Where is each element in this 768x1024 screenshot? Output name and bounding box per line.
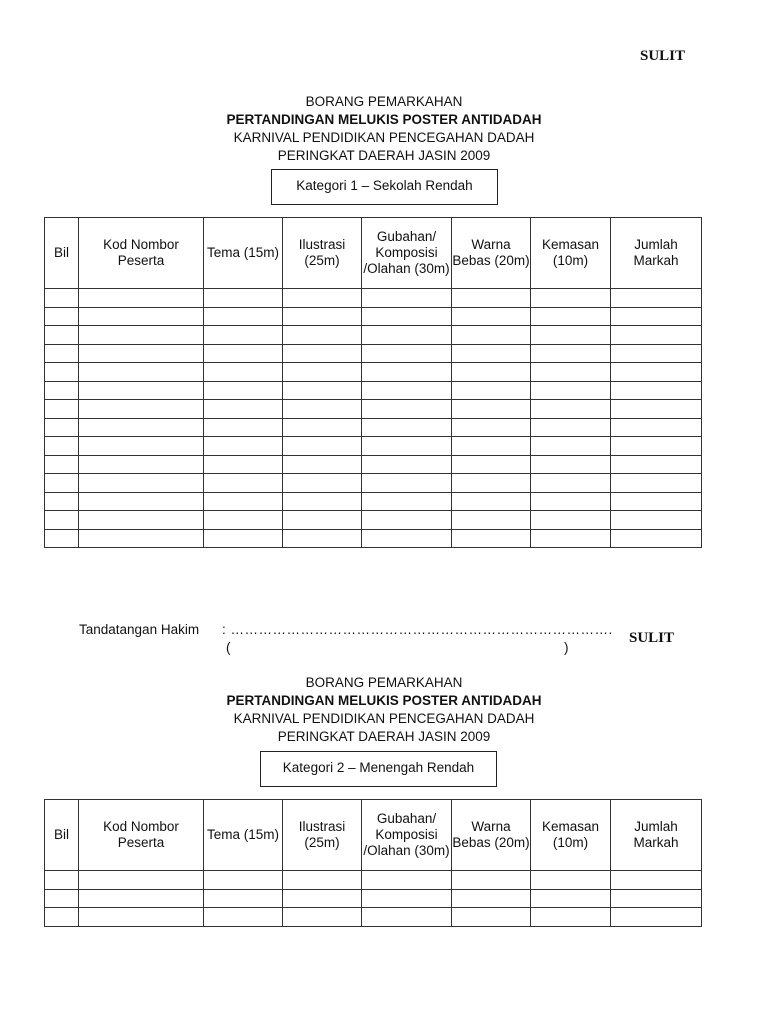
cell-bil[interactable] [45, 871, 79, 890]
cell-tema[interactable] [204, 418, 283, 437]
cell-kod-nombor[interactable] [79, 363, 204, 382]
cell-jumlah[interactable] [611, 307, 702, 326]
cell-kemasan[interactable] [531, 289, 611, 308]
cell-jumlah[interactable] [611, 344, 702, 363]
cell-kemasan[interactable] [531, 908, 611, 927]
cell-ilustrasi[interactable] [283, 474, 362, 493]
cell-warna[interactable] [452, 492, 531, 511]
cell-ilustrasi[interactable] [283, 344, 362, 363]
cell-bil[interactable] [45, 511, 79, 530]
form-heading-2 [0, 674, 768, 746]
cell-kod-nombor[interactable] [79, 871, 204, 890]
cell-gubahan[interactable] [362, 474, 452, 493]
table-header-row [45, 800, 702, 871]
cell-bil[interactable] [45, 344, 79, 363]
col-jumlah: Jumlah Markah [611, 218, 702, 289]
cell-kod-nombor[interactable] [79, 529, 204, 548]
cell-kemasan[interactable] [531, 889, 611, 908]
judge-name-close-paren: ) [564, 640, 569, 655]
cell-bil[interactable] [45, 437, 79, 456]
cell-kod-nombor[interactable] [79, 511, 204, 530]
table-row [45, 474, 702, 493]
cell-ilustrasi[interactable] [283, 437, 362, 456]
cell-warna[interactable] [452, 455, 531, 474]
score-table-1 [44, 217, 702, 548]
cell-bil[interactable] [45, 529, 79, 548]
cell-gubahan[interactable] [362, 511, 452, 530]
cell-warna[interactable] [452, 908, 531, 927]
cell-ilustrasi[interactable] [283, 889, 362, 908]
cell-tema[interactable] [204, 437, 283, 456]
cell-jumlah[interactable] [611, 908, 702, 927]
cell-tema[interactable] [204, 307, 283, 326]
cell-jumlah[interactable] [611, 326, 702, 345]
table-row [45, 307, 702, 326]
cell-bil[interactable] [45, 455, 79, 474]
table-row [45, 511, 702, 530]
cell-kemasan[interactable] [531, 455, 611, 474]
table-row [45, 381, 702, 400]
cell-tema[interactable] [204, 492, 283, 511]
cell-warna[interactable] [452, 289, 531, 308]
form-title: BORANG PEMARKAHAN [305, 94, 463, 109]
col-kod-nombor: Kod Nombor Peserta [79, 800, 204, 871]
cell-kod-nombor[interactable] [79, 455, 204, 474]
cell-gubahan[interactable] [362, 529, 452, 548]
cell-kod-nombor[interactable] [79, 474, 204, 493]
cell-kemasan[interactable] [531, 511, 611, 530]
cell-jumlah[interactable] [611, 363, 702, 382]
table-row [45, 908, 702, 927]
cell-gubahan[interactable] [362, 437, 452, 456]
cell-warna[interactable] [452, 529, 531, 548]
col-jumlah: Jumlah Markah [611, 800, 702, 871]
cell-gubahan[interactable] [362, 889, 452, 908]
cell-kemasan[interactable] [531, 400, 611, 419]
cell-kemasan[interactable] [531, 871, 611, 890]
cell-gubahan[interactable] [362, 871, 452, 890]
cell-kemasan[interactable] [531, 418, 611, 437]
category-box-2: Kategori 2 – Menengah Rendah [260, 751, 497, 787]
table-row [45, 529, 702, 548]
cell-kod-nombor[interactable] [79, 492, 204, 511]
col-kemasan: Kemasan (10m) [531, 218, 611, 289]
col-ilustrasi: Ilustrasi (25m) [283, 218, 362, 289]
score-rows-1 [45, 289, 702, 548]
col-tema: Tema (15m) [204, 800, 283, 871]
cell-jumlah[interactable] [611, 889, 702, 908]
cell-tema[interactable] [204, 871, 283, 890]
sulit-label: SULIT [640, 48, 686, 64]
cell-bil[interactable] [45, 400, 79, 419]
cell-kod-nombor[interactable] [79, 344, 204, 363]
cell-gubahan[interactable] [362, 326, 452, 345]
cell-kemasan[interactable] [531, 326, 611, 345]
cell-ilustrasi[interactable] [283, 418, 362, 437]
cell-kod-nombor[interactable] [79, 889, 204, 908]
judge-signature-line[interactable]: : ………………………………………………………………………. [222, 622, 613, 637]
cell-gubahan[interactable] [362, 418, 452, 437]
cell-kod-nombor[interactable] [79, 418, 204, 437]
cell-warna[interactable] [452, 400, 531, 419]
cell-warna[interactable] [452, 871, 531, 890]
cell-jumlah[interactable] [611, 400, 702, 419]
cell-ilustrasi[interactable] [283, 492, 362, 511]
col-bil: Bil [45, 800, 79, 871]
table-row [45, 326, 702, 345]
table-row [45, 455, 702, 474]
cell-jumlah[interactable] [611, 418, 702, 437]
category-box-1: Kategori 1 – Sekolah Rendah [271, 169, 498, 205]
table-row [45, 418, 702, 437]
cell-bil[interactable] [45, 474, 79, 493]
cell-kemasan[interactable] [531, 363, 611, 382]
cell-warna[interactable] [452, 326, 531, 345]
cell-ilustrasi[interactable] [283, 381, 362, 400]
col-tema: Tema (15m) [204, 218, 283, 289]
col-ilustrasi: Ilustrasi (25m) [283, 800, 362, 871]
table-row [45, 400, 702, 419]
form-level: PERINGKAT DAERAH JASIN 2009 [277, 148, 491, 163]
cell-ilustrasi[interactable] [283, 289, 362, 308]
cell-gubahan[interactable] [362, 492, 452, 511]
cell-bil[interactable] [45, 908, 79, 927]
cell-kod-nombor[interactable] [79, 289, 204, 308]
cell-kemasan[interactable] [531, 344, 611, 363]
cell-kemasan[interactable] [531, 529, 611, 548]
cell-gubahan[interactable] [362, 400, 452, 419]
cell-tema[interactable] [204, 511, 283, 530]
cell-kemasan[interactable] [531, 307, 611, 326]
table-row [45, 289, 702, 308]
cell-ilustrasi[interactable] [283, 908, 362, 927]
form-event-2: KARNIVAL PENDIDIKAN PENCEGAHAN DADAH [233, 711, 535, 726]
cell-kod-nombor[interactable] [79, 326, 204, 345]
cell-warna[interactable] [452, 344, 531, 363]
cell-warna[interactable] [452, 511, 531, 530]
cell-tema[interactable] [204, 529, 283, 548]
table-row [45, 889, 702, 908]
col-gubahan: Gubahan/ Komposisi /Olahan (30m) [362, 800, 452, 871]
cell-warna[interactable] [452, 889, 531, 908]
cell-gubahan[interactable] [362, 381, 452, 400]
cell-gubahan[interactable] [362, 363, 452, 382]
cell-bil[interactable] [45, 363, 79, 382]
table-row [45, 437, 702, 456]
cell-jumlah[interactable] [611, 529, 702, 548]
cell-tema[interactable] [204, 889, 283, 908]
cell-warna[interactable] [452, 363, 531, 382]
cell-kod-nombor[interactable] [79, 437, 204, 456]
cell-bil[interactable] [45, 418, 79, 437]
cell-warna[interactable] [452, 474, 531, 493]
cell-warna[interactable] [452, 381, 531, 400]
cell-tema[interactable] [204, 908, 283, 927]
cell-tema[interactable] [204, 326, 283, 345]
cell-tema[interactable] [204, 474, 283, 493]
cell-tema[interactable] [204, 381, 283, 400]
cell-jumlah[interactable] [611, 455, 702, 474]
score-rows-2 [45, 871, 702, 927]
col-bil: Bil [45, 218, 79, 289]
col-warna: Warna Bebas (20m) [452, 218, 531, 289]
judge-name-open-paren: ( [226, 640, 231, 655]
cell-jumlah[interactable] [611, 437, 702, 456]
col-kod-nombor: Kod Nombor Peserta [79, 218, 204, 289]
score-table-2 [44, 799, 702, 927]
cell-gubahan[interactable] [362, 344, 452, 363]
form-event: KARNIVAL PENDIDIKAN PENCEGAHAN DADAH [233, 130, 535, 145]
cell-jumlah[interactable] [611, 492, 702, 511]
cell-jumlah[interactable] [611, 474, 702, 493]
col-warna: Warna Bebas (20m) [452, 800, 531, 871]
table-row [45, 871, 702, 890]
cell-kod-nombor[interactable] [79, 381, 204, 400]
cell-warna[interactable] [452, 437, 531, 456]
form-heading-1 [0, 93, 768, 165]
cell-kemasan[interactable] [531, 381, 611, 400]
col-kemasan: Kemasan (10m) [531, 800, 611, 871]
cell-tema[interactable] [204, 400, 283, 419]
cell-bil[interactable] [45, 492, 79, 511]
cell-jumlah[interactable] [611, 381, 702, 400]
cell-kemasan[interactable] [531, 474, 611, 493]
form-subtitle-2: PERTANDINGAN MELUKIS POSTER ANTIDADAH [226, 693, 542, 708]
cell-gubahan[interactable] [362, 289, 452, 308]
cell-jumlah[interactable] [611, 289, 702, 308]
cell-kemasan[interactable] [531, 437, 611, 456]
table-row [45, 363, 702, 382]
cell-ilustrasi[interactable] [283, 400, 362, 419]
cell-tema[interactable] [204, 344, 283, 363]
cell-kod-nombor[interactable] [79, 307, 204, 326]
cell-bil[interactable] [45, 381, 79, 400]
cell-bil[interactable] [45, 289, 79, 308]
col-gubahan: Gubahan/ Komposisi /Olahan (30m) [362, 218, 452, 289]
judge-signature-label: Tandatangan Hakim [79, 622, 200, 637]
cell-bil[interactable] [45, 307, 79, 326]
cell-bil[interactable] [45, 889, 79, 908]
cell-kod-nombor[interactable] [79, 908, 204, 927]
cell-ilustrasi[interactable] [283, 307, 362, 326]
cell-tema[interactable] [204, 289, 283, 308]
cell-ilustrasi[interactable] [283, 871, 362, 890]
cell-warna[interactable] [452, 418, 531, 437]
sulit-label-2: SULIT [629, 630, 675, 646]
cell-ilustrasi[interactable] [283, 363, 362, 382]
cell-gubahan[interactable] [362, 307, 452, 326]
cell-jumlah[interactable] [611, 511, 702, 530]
cell-bil[interactable] [45, 326, 79, 345]
form-title-2: BORANG PEMARKAHAN [305, 675, 463, 690]
form-subtitle: PERTANDINGAN MELUKIS POSTER ANTIDADAH [226, 112, 542, 127]
table-row [45, 344, 702, 363]
cell-tema[interactable] [204, 363, 283, 382]
cell-ilustrasi[interactable] [283, 529, 362, 548]
cell-ilustrasi[interactable] [283, 455, 362, 474]
form-level-2: PERINGKAT DAERAH JASIN 2009 [277, 729, 491, 744]
cell-ilustrasi[interactable] [283, 326, 362, 345]
cell-gubahan[interactable] [362, 908, 452, 927]
table-header-row [45, 218, 702, 289]
cell-gubahan[interactable] [362, 455, 452, 474]
cell-warna[interactable] [452, 307, 531, 326]
cell-ilustrasi[interactable] [283, 511, 362, 530]
cell-jumlah[interactable] [611, 871, 702, 890]
table-row [45, 492, 702, 511]
cell-kod-nombor[interactable] [79, 400, 204, 419]
cell-kemasan[interactable] [531, 492, 611, 511]
cell-tema[interactable] [204, 455, 283, 474]
